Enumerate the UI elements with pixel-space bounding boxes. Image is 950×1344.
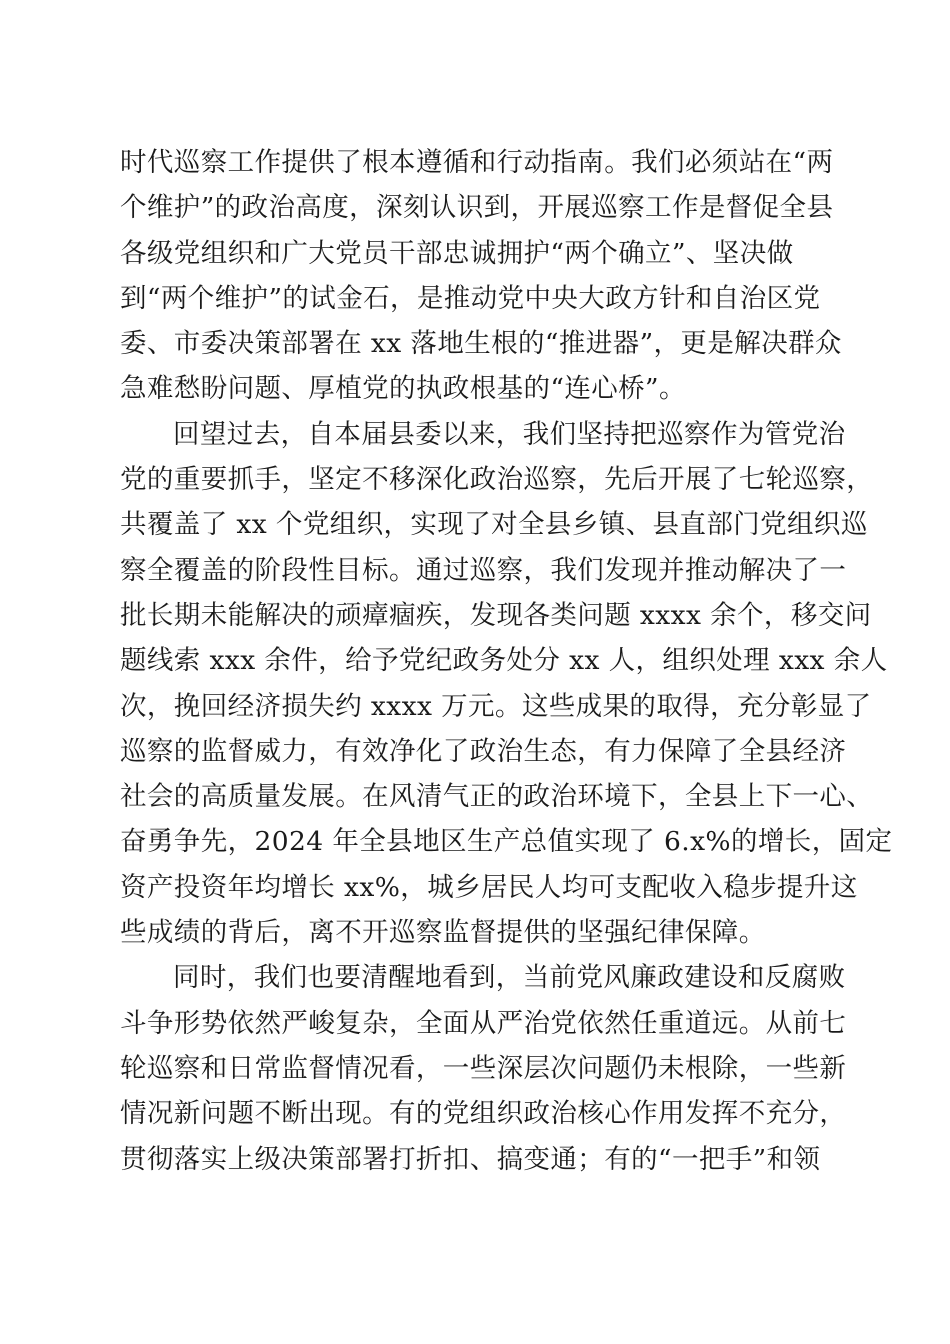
text-line: 情况新问题不断出现。有的党组织政治核心作用发挥不充分，	[120, 1098, 847, 1130]
text-line: 次，挽回经济损失约 xxxx 万元。这些成果的取得，充分彰显了	[120, 690, 872, 722]
paragraph-1	[120, 140, 842, 412]
text-line: 批长期未能解决的顽瘴痼疾，发现各类问题 xxxx 余个，移交问	[120, 599, 872, 631]
text-line: 时代巡察工作提供了根本遵循和行动指南。我们必须站在“两	[120, 147, 834, 178]
text-line: 斗争形势依然严峻复杂，全面从严治党依然任重道远。从前七	[120, 1007, 847, 1039]
document-body	[120, 140, 893, 1182]
text-line: 巡察的监督威力，有效净化了政治生态，有力保障了全县经济	[120, 735, 847, 767]
text-line: 些成绩的背后，离不开巡察监督提供的坚强纪律保障。	[120, 917, 766, 949]
text-line: 急难愁盼问题、厚植党的执政根基的“连心桥”。	[120, 373, 686, 405]
text-line: 到“两个维护”的试金石，是推动党中央大政方针和自治区党	[120, 282, 821, 314]
text-line: 资产投资年均增长 xx%，城乡居民人均可支配收入稳步提升这	[120, 871, 858, 903]
text-line: 党的重要抓手，坚定不移深化政治巡察，先后开展了七轮巡察，	[120, 464, 874, 496]
text-line: 轮巡察和日常监督情况看，一些深层次问题仍未根除，一些新	[120, 1052, 847, 1084]
paragraph-2	[120, 412, 893, 956]
text-line: 题线索 xxx 余件，给予党纪政务处分 xx 人，组织处理 xxx 余人	[120, 645, 888, 677]
text-line: 回望过去，自本届县委以来，我们坚持把巡察作为管党治	[173, 418, 846, 450]
text-line: 察全覆盖的阶段性目标。通过巡察，我们发现并推动解决了一	[120, 554, 847, 586]
text-line: 社会的高质量发展。在风清气正的政治环境下，全县上下一心、	[120, 781, 874, 813]
text-line: 委、市委决策部署在 xx 落地生根的“推进器”，更是解决群众	[120, 328, 842, 360]
text-line: 各级党组织和广大党员干部忠诚拥护“两个确立”、坚决做	[120, 237, 794, 269]
text-line: 贯彻落实上级决策部署打折扣、搞变通；有的“一把手”和领	[120, 1143, 821, 1175]
paragraph-3	[120, 955, 847, 1181]
text-line: 个维护”的政治高度，深刻认识到，开展巡察工作是督促全县	[120, 192, 834, 224]
text-line: 奋勇争先，2024 年全县地区生产总值实现了 6.x%的增长，固定	[120, 826, 893, 858]
text-line: 共覆盖了 xx 个党组织，实现了对全县乡镇、县直部门党组织巡	[120, 509, 868, 541]
text-line: 同时，我们也要清醒地看到，当前党风廉政建设和反腐败	[173, 962, 846, 994]
